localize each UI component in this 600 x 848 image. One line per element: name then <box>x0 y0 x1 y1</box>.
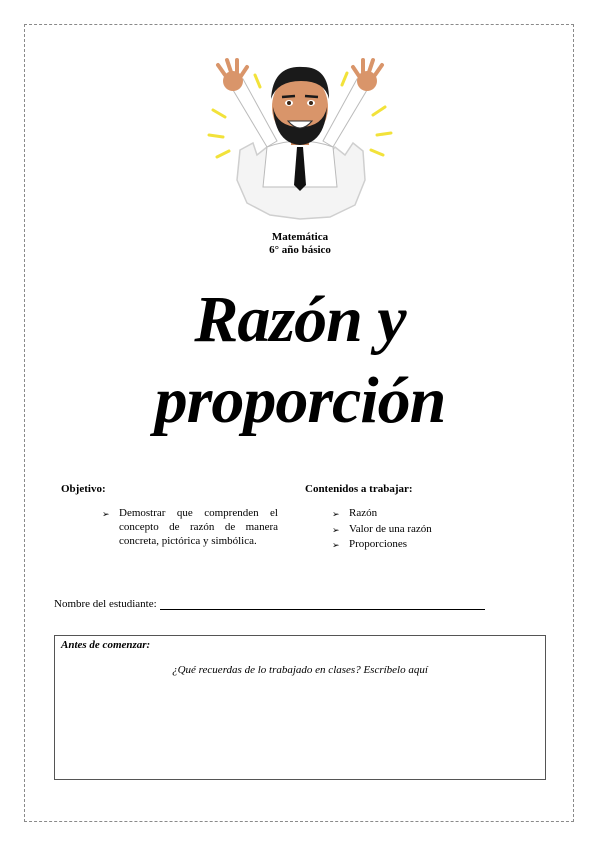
arrow-bullet-icon: ➢ <box>102 509 110 519</box>
contents-heading: Contenidos a trabajar: <box>305 483 413 495</box>
contents-list <box>332 506 432 553</box>
objective-heading: Objetivo: <box>61 483 106 495</box>
warmup-question: ¿Qué recuerdas de lo trabajado en clases? Escríbelo aquí <box>172 664 428 676</box>
grade-label: 6° año básico <box>269 244 331 256</box>
student-name-row <box>54 598 485 610</box>
arrow-bullet-icon: ➢ <box>332 509 340 519</box>
student-name-label: Nombre del estudiante: <box>54 598 157 610</box>
list-item: ➢ Razón <box>332 506 432 522</box>
page-title-line-1: Razón y <box>194 283 406 356</box>
student-name-field[interactable] <box>160 598 485 610</box>
arrow-bullet-icon: ➢ <box>332 540 340 550</box>
objective-text: Demostrar que comprenden el concepto de razón de manera concreta, pictórica y simbólica. <box>119 507 278 547</box>
list-item: ➢ Proporciones <box>332 537 432 553</box>
subject-label: Matemática <box>271 231 329 243</box>
warmup-box[interactable] <box>54 635 546 780</box>
page-title-line-2: proporción <box>154 364 446 437</box>
objective-item <box>102 506 278 548</box>
list-item: ➢ Valor de una razón <box>332 522 432 538</box>
arrow-bullet-icon: ➢ <box>332 524 340 535</box>
warmup-title: Antes de comenzar: <box>61 639 151 651</box>
cartoon-teacher-avatar <box>205 55 395 220</box>
